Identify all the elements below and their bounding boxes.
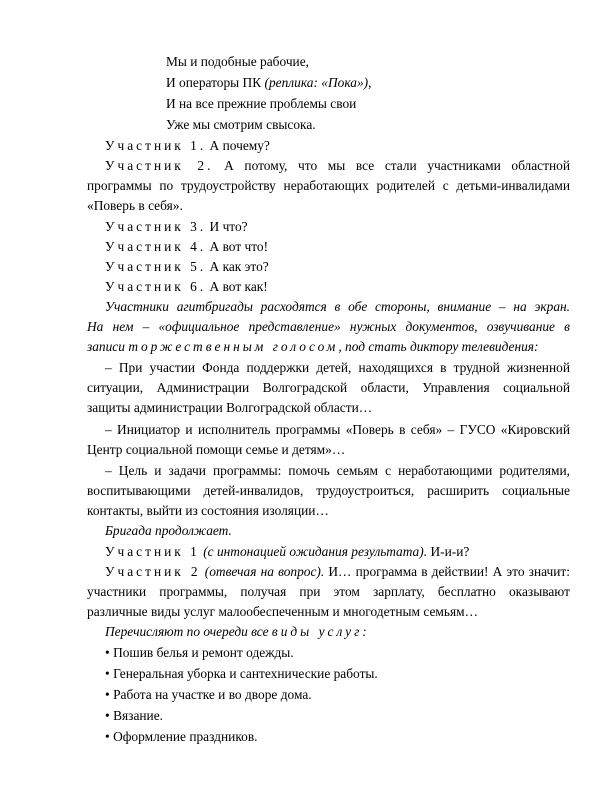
line-text: А потому, что мы все стали участниками областной [224,158,570,173]
stage-remark: (отвечая на вопрос). [204,564,325,579]
paragraph-line: – Цель и задачи программы: помочь семьям с неработающими родителями, [105,463,570,478]
dialogue-participant-6 [105,277,268,297]
list-item-label: Пошив белья и ремонт одежды. [113,645,294,660]
speaker-name: Участник 1. [105,138,207,153]
paragraph-line: воспитывающими детей-инвалидов, трудоустроиться, расширить социальные [87,483,570,498]
paragraph-line: «Поверь в себя». [87,198,183,213]
line-text: И-и-и? [430,544,470,559]
poem-line-3: И на все прежние проблемы свои [166,96,357,111]
speaker-name: Участник 2 [105,564,201,579]
stage-text: , под стать диктору телевидения: [338,339,539,354]
dialogue-participant-3 [105,217,248,237]
bullet-icon: • [105,708,110,723]
dialogue-participant-4 [105,237,268,257]
speaker-name: Участник 4. [105,239,207,254]
paragraph-line: – Инициатор и исполнитель программы «Поверь в себя» – ГУСО «Кировский [105,422,570,437]
bullet-icon: • [105,645,110,660]
dialogue-participant-5 [105,257,269,277]
list-item [105,643,294,663]
stage-text: Перечисляют по очереди все [105,624,269,639]
bullet-icon: • [105,729,110,744]
dialogue-participant-2 [105,156,570,176]
list-item-label: Оформление праздников. [113,729,258,744]
line-text: А вот как! [209,279,268,294]
stage-remark: (реплика: «Пока») [264,75,369,90]
paragraph-line: Центр социальной помощи семье и детям»… [87,442,346,457]
line-text: И что? [209,219,248,234]
line-text: А вот что! [209,239,269,254]
list-item-label: Вязание. [113,708,164,723]
list-item-label: Генеральная уборка и сантехнические работы. [113,666,378,681]
speaker-name: Участник 3. [105,219,207,234]
stage-direction: Бригада продолжает. [105,523,232,538]
line-text: И… программа в действии! А это значит: [328,564,570,579]
stage-direction: Участники агитбригады расходятся в обе стороны, внимание – на экран. [105,299,570,314]
poem-line-2: И операторы ПК (реплика: «Пока»), [166,75,372,90]
list-item-label: Работа на участке и во дворе дома. [113,687,312,702]
stage-direction [87,337,538,357]
speaker-name: Участник 5. [105,259,207,274]
list-item [105,727,258,747]
stage-text-spaced: виды услуг: [271,624,370,639]
paragraph-line: программы по трудоустройству неработающих родителей с детьми-инвалидами [87,178,570,193]
stage-direction [105,622,370,642]
paragraph-line: защиты администрации Волгоградской области… [87,400,373,415]
dialogue-participant-1 [105,136,270,156]
dialogue-participant-2-second [105,562,570,582]
bullet-icon: • [105,687,110,702]
paragraph-line: ситуации, Администрации Волгоградской области, Управления социальной [87,380,570,395]
speaker-name: Участник 1 [105,544,200,559]
list-item [105,664,378,684]
stage-text-spaced: торжественным голосом [128,339,339,354]
paragraph-line: контакты, выйти из состояния изоляции… [87,503,329,518]
dialogue-participant-1-second [105,542,469,562]
line-text: А почему? [209,138,270,153]
speaker-name: Участник 2. [105,158,214,173]
bullet-icon: • [105,666,110,681]
poem-text: И операторы ПК [166,75,262,90]
stage-text: записи [87,339,125,354]
poem-line-4: Уже мы смотрим свысока. [166,117,316,132]
stage-direction: На нем – «официальное представление» нужных документов, озвучивание в [87,319,570,334]
line-text: А как это? [209,259,269,274]
paragraph-line: – При участии Фонда поддержки детей, находящихся в трудной жизненной [105,360,570,375]
speaker-name: Участник 6. [105,279,207,294]
paragraph-line: участники программы, получая при этом зарплату, бесплатно оказывают [87,584,570,599]
paragraph-line: различные виды услуг малообеспеченным и многодетным семьям… [87,604,479,619]
poem-line-1: Мы и подобные рабочие, [166,54,310,69]
list-item [105,685,312,705]
stage-remark: (с интонацией ожидания результата). [203,544,428,559]
list-item [105,706,163,726]
